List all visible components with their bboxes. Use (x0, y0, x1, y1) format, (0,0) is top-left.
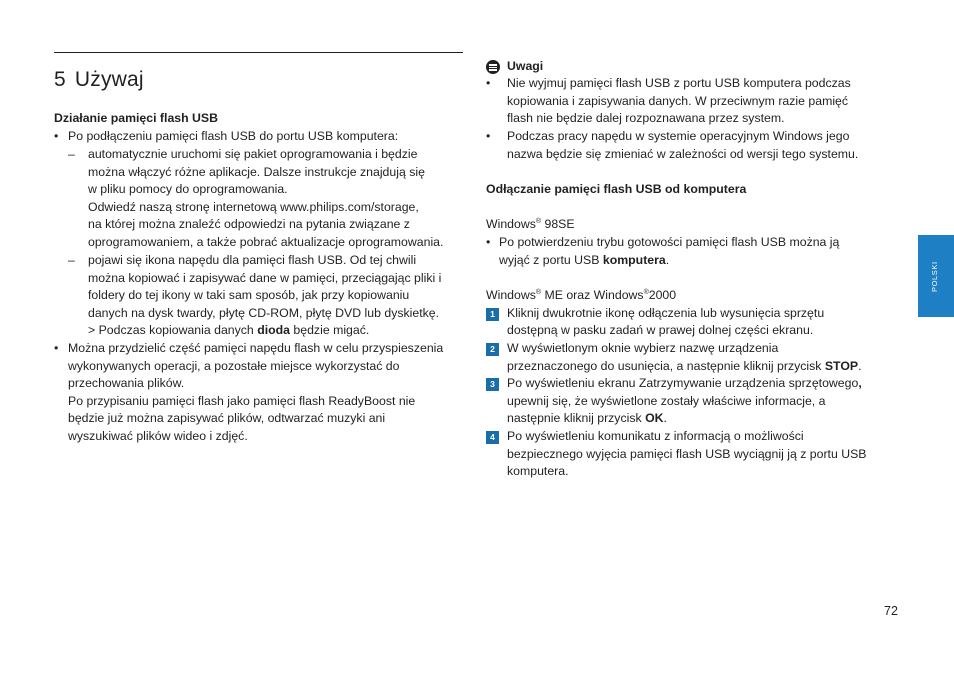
text: > Podczas kopiowania danych (88, 323, 258, 337)
section-heading-usage: Działanie pamięci flash USB (54, 111, 219, 125)
dash-1-line: w pliku pomocy do oprogramowania. (88, 182, 288, 196)
text: przeznaczonego do usunięcia, a następnie kliknij przycisk (507, 359, 825, 373)
bullet-2-line: wyszukiwać plików wideo i zdjęć. (68, 429, 248, 443)
step-4-line: bezpiecznego wyjęcia pamięci flash USB wyciągnij ją z portu USB (507, 447, 867, 461)
note-icon (486, 60, 500, 74)
page-number: 72 (884, 604, 898, 618)
windows-98se-label (486, 216, 575, 234)
text: . (663, 411, 667, 425)
bullet-2-line: będzie już można zapisywać plików, odtwarzać muzyki ani (68, 411, 386, 425)
dash-1-line: Odwiedź naszą stronę internetową www.philips.com/storage, (88, 200, 419, 214)
language-tab-label: POLSKI (930, 261, 939, 292)
step-1-badge: 1 (486, 308, 499, 321)
text: będzie migać. (290, 323, 370, 337)
text: 2000 (648, 288, 677, 302)
bullet-dot: • (54, 341, 59, 355)
dash-1: – (68, 147, 75, 161)
dash-2-line: danych na dysk twardy, płytę CD-ROM, płytę DVD lub dyskietkę. (88, 306, 440, 320)
text: , (858, 376, 862, 390)
bullet-dot: • (486, 76, 491, 90)
step-2-badge: 2 (486, 343, 499, 356)
step-4-line: Po wyświetleniu komunikatu z informacją o możliwości (507, 429, 804, 443)
ok-label: OK (645, 411, 664, 425)
step-3-badge: 3 (486, 378, 499, 391)
text: . (858, 359, 862, 373)
note-1-line: Nie wyjmuj pamięci flash USB z portu USB komputera podczas (507, 76, 851, 90)
note-2-line: nazwa będzie się zmieniać w zależności od wersji tego systemu. (507, 147, 859, 161)
dash-2-last-line (88, 322, 369, 340)
stop-label: STOP (824, 359, 859, 373)
bullet-dot: • (486, 235, 491, 249)
chapter-title (54, 66, 144, 94)
registered-mark: ® (535, 218, 542, 225)
text: ME oraz Windows (541, 288, 644, 302)
dash-1-line: na której można znaleźć odpowiedzi na pytania związane z (88, 217, 410, 231)
text: Windows (486, 288, 536, 302)
bullet-2-line: przechowania plików. (68, 376, 185, 390)
section-heading-disconnect: Odłączanie pamięci flash USB od komputera (486, 182, 747, 196)
win98-bullet-last-line (499, 252, 669, 270)
dash-1-line: oprogramowaniem, a także pobrać aktualizacje oprogramowania. (88, 235, 444, 249)
text: Windows (486, 217, 536, 231)
text: wyjąć z portu USB (499, 253, 603, 267)
step-3-line: upewnij się, że wyświetlone zostały właściwe informacje, a (507, 394, 826, 408)
registered-mark: ® (535, 289, 542, 296)
text: . (665, 253, 670, 267)
note-title: Uwagi (507, 59, 544, 73)
step-1-line: dostępną w pasku zadań w prawej dolnej części ekranu. (507, 323, 814, 337)
step-3-line (507, 375, 862, 393)
dash-2: – (68, 253, 75, 267)
step-3-line (507, 410, 667, 428)
step-4-line: komputera. (507, 464, 569, 478)
registered-mark: ® (643, 289, 649, 296)
note-2-line: Podczas pracy napędu w systemie operacyjnym Windows jego (507, 129, 850, 143)
computer-label: komputera (602, 253, 666, 267)
led-label: dioda (257, 323, 290, 337)
step-2-line: W wyświetlonym oknie wybierz nazwę urządzenia (507, 341, 779, 355)
note-1-line: flash nie będzie dalej rozpoznawana przez system. (507, 111, 785, 125)
dash-2-line: można kopiować i zapisywać dane w pamięci, przeciągając pliki i (88, 271, 442, 285)
step-4-badge: 4 (486, 431, 499, 444)
step-2-line (507, 358, 862, 376)
chapter-number: 5 (54, 68, 66, 91)
win98-bullet-line: Po potwierdzeniu trybu gotowości pamięci flash USB można ją (499, 235, 840, 249)
dash-2-line: pojawi się ikona napędu dla pamięci flash USB. Od tej chwili (88, 253, 417, 267)
dash-1-line: automatycznie uruchomi się pakiet oprogramowania i będzie (88, 147, 418, 161)
windows-me-2000-label (486, 287, 676, 305)
chapter-name: Używaj (74, 68, 144, 91)
top-rule (54, 52, 463, 53)
bullet-1-text: Po podłączeniu pamięci flash USB do portu USB komputera: (68, 129, 399, 143)
bullet-2-line: wykonywanych operacji, a pozostałe miejsce wykorzystać do (68, 359, 400, 373)
text: 98SE (541, 217, 575, 231)
dash-2-line: foldery do tej ikony w taki sam sposób, jak przy kopiowaniu (88, 288, 410, 302)
text: następnie kliknij przycisk (507, 411, 646, 425)
bullet-dot: • (486, 129, 491, 143)
bullet-dot: • (54, 129, 59, 143)
text: Po wyświetleniu ekranu Zatrzymywanie urządzenia sprzętowego (507, 376, 859, 390)
bullet-2-line: Można przydzielić część pamięci napędu flash w celu przyspieszenia (68, 341, 444, 355)
step-1-line: Kliknij dwukrotnie ikonę odłączenia lub wysunięcia sprzętu (507, 306, 825, 320)
dash-1-line: można włączyć różne aplikacje. Dalsze instrukcje znajdują się (88, 165, 425, 179)
bullet-2-line: Po przypisaniu pamięci flash jako pamięci flash ReadyBoost nie (68, 394, 416, 408)
note-1-line: kopiowania i zapisywania danych. W przeciwnym razie pamięć (507, 94, 849, 108)
